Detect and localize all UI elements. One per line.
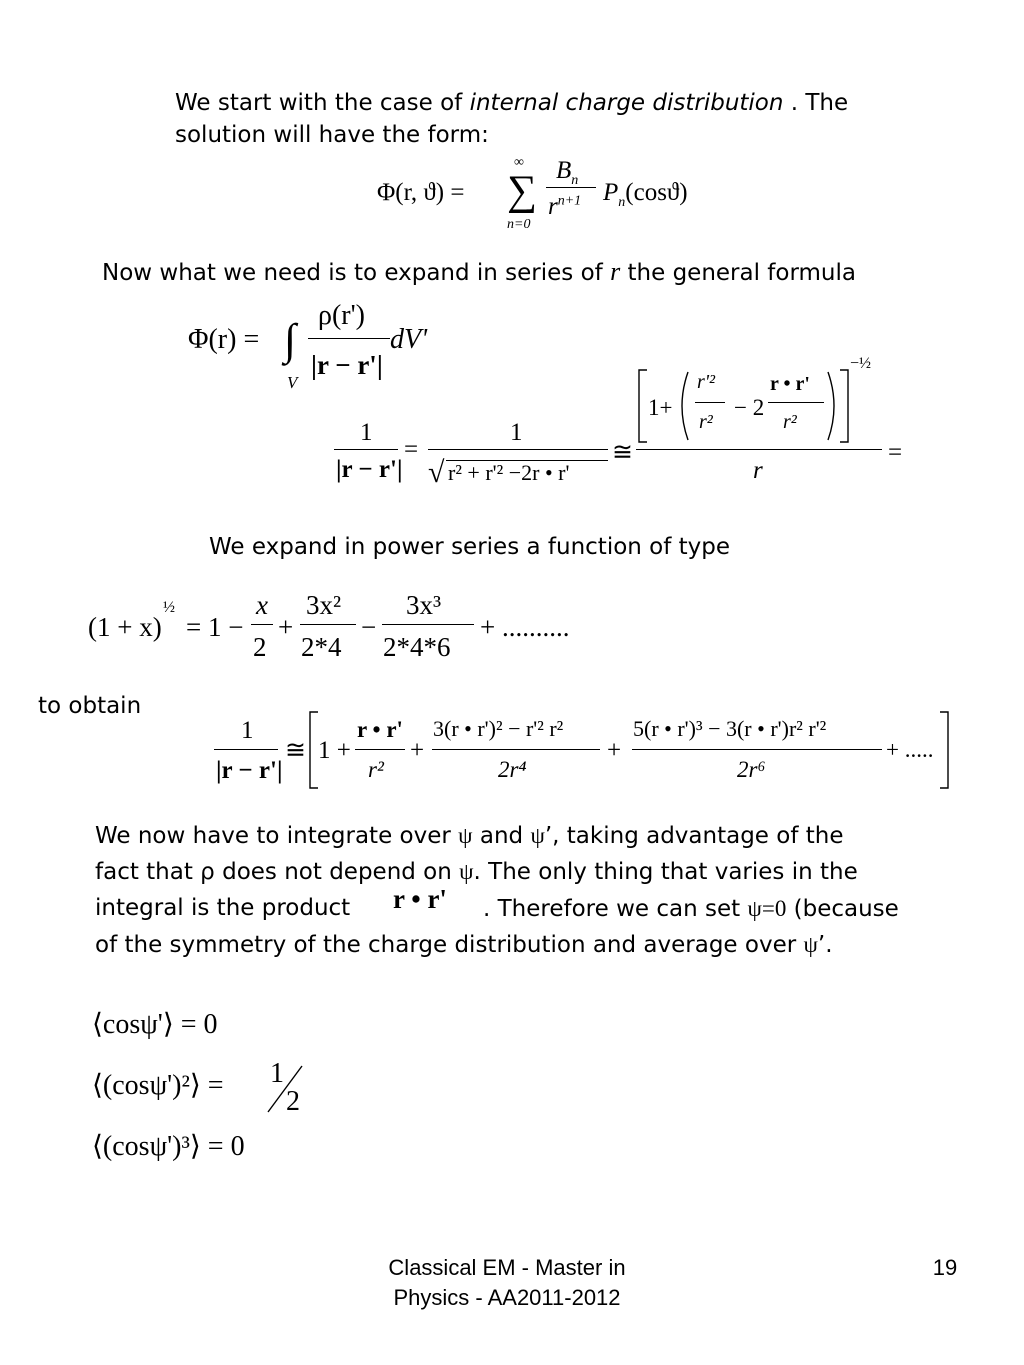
eq1-num: $B_n$ <box>556 157 579 188</box>
eq2-lhs: Φ(r) = <box>188 324 260 355</box>
eq1-sum-bottom: n=0 <box>507 217 531 232</box>
paragraph-product: r • r' <box>393 884 447 914</box>
eq4-f2-den: 2*4 <box>301 632 342 662</box>
average-cos-3: ⟨(cosψ')³⟩ = 0 <box>92 1131 245 1162</box>
intro-text-a: We start with the case of <box>175 90 470 116</box>
eq5-tail: + ..... <box>886 737 934 762</box>
eq2-den: |r − r'| <box>311 350 383 380</box>
average-cos-2: ⟨(cosψ')²⟩ = <box>92 1070 224 1101</box>
eq5-t1-den: r² <box>368 757 384 782</box>
average-cos-2-num: 1 <box>270 1058 284 1089</box>
eq3-right-bracket <box>840 370 848 442</box>
intro-line-2: solution will have the form: <box>175 122 489 148</box>
paragraph-line-3b: . Therefore we can set ψ=0 (because <box>483 896 899 922</box>
eq3-eq: = <box>404 436 419 463</box>
eq4-f1-num: x <box>256 590 268 620</box>
line-now: Now what we need is to expand in series of r the general formula <box>102 257 856 286</box>
footer-line-2: Physics - AA2011-2012 <box>393 1285 621 1310</box>
line-now-var: r <box>610 257 621 286</box>
eq5-plus2: + <box>607 737 622 764</box>
eq5-lhs-den: |r − r'| <box>216 757 283 784</box>
eq3-approx: ≅ <box>612 439 633 466</box>
eq3-left-paren <box>682 372 688 440</box>
paragraph-line-1: We now have to integrate over ψ and ψ’, taking advantage of the <box>95 823 844 849</box>
eq5-t1-num: r • r' <box>357 717 403 742</box>
to-obtain-label: to obtain <box>38 693 142 719</box>
eq3-right-paren <box>828 372 834 440</box>
eq3-sqrt: √ <box>428 456 445 489</box>
eq3-left-bracket <box>639 370 647 442</box>
eq4-lhs: (1 + x) <box>88 612 162 642</box>
average-cos-2-den: 2 <box>286 1086 300 1117</box>
psi-zero: ψ=0 <box>747 896 787 921</box>
psi-symbol: ψ <box>803 932 818 957</box>
eq5-approx: ≅ <box>285 737 306 764</box>
eq3-trailing-eq: = <box>888 439 903 466</box>
eq3-mid-num: 1 <box>510 419 523 446</box>
line-expand: We expand in power series a function of type <box>209 534 731 560</box>
eq3-frac1-den: r² <box>699 411 713 433</box>
eq2-integral-sub: V <box>287 373 298 392</box>
eq5-t2-num: 3(r • r')² − r'² r² <box>433 716 564 741</box>
eq4-tail: + .......... <box>480 612 570 642</box>
footer-line-1: Classical EM - Master in <box>388 1255 626 1280</box>
half-slash <box>268 1066 302 1112</box>
intro-text-b: . The <box>783 90 849 116</box>
eq1-legendre: $P_n(\cos ϑ)$ <box>603 179 688 210</box>
footer-course <box>352 1253 662 1313</box>
eq5-plus1: + <box>410 737 425 764</box>
eq5-one-plus: 1 + <box>318 737 351 764</box>
psi-symbol: ψ <box>530 823 545 848</box>
eq5-lhs-num: 1 <box>241 717 254 744</box>
paragraph-line-3: integral is the product <box>95 895 351 921</box>
eq3-frac2-den: r² <box>783 411 797 433</box>
eq4-f2-num: 3x² <box>306 590 342 620</box>
eq1-sum-top: ∞ <box>514 155 524 170</box>
eq3-mid-den: r² + r'² −2r • r' <box>448 460 570 485</box>
eq5-right-bracket <box>940 712 948 788</box>
eq4-f1-den: 2 <box>253 632 267 662</box>
eq4-f3-num: 3x³ <box>406 590 442 620</box>
eq4-f3-den: 2*4*6 <box>383 632 451 662</box>
eq2-integral: ∫ <box>284 315 297 364</box>
eq3-minus-two: − 2 <box>734 395 765 420</box>
paragraph-line-2: fact that ρ does not depend on ψ. The only thing that varies in the <box>95 859 858 885</box>
intro-emphasis: internal charge distribution <box>469 90 784 116</box>
page-number: 19 <box>932 1255 958 1280</box>
eq1-den: $r^{n+1}$ <box>548 193 582 220</box>
eq5-t2-den: 2r⁴ <box>498 757 527 782</box>
eq3-lhs-den: |r − r'| <box>336 456 403 483</box>
eq3-rhs-den: r <box>753 457 763 484</box>
eq3-one-plus: 1+ <box>648 395 673 420</box>
eq5-t3-den: 2r⁶ <box>737 757 766 782</box>
psi-symbol: ψ <box>458 823 473 848</box>
eq4-lhs-exp: ½ <box>163 599 175 616</box>
eq5-left-bracket <box>310 712 318 788</box>
eq5-t3-num: 5(r • r')³ − 3(r • r')r² r'² <box>633 716 827 741</box>
eq3-frac1-num: r'² <box>697 371 716 393</box>
eq3-lhs-num: 1 <box>360 419 373 446</box>
eq1-sum-sign: ∑ <box>507 168 537 214</box>
eq4-plus: + <box>278 612 294 642</box>
average-cos-1: ⟨cosψ'⟩ = 0 <box>92 1009 218 1040</box>
eq3-frac2-num: r • r' <box>770 373 810 395</box>
eq4-minus: − <box>361 612 377 642</box>
eq3-exponent: −½ <box>850 355 872 372</box>
psi-symbol: ψ <box>459 859 474 884</box>
eq1-lhs: Φ(r, ϑ) = <box>377 179 465 206</box>
eq4-part1: = 1 − <box>186 612 244 642</box>
eq2-dv: dV' <box>390 324 428 355</box>
eq2-num: ρ(r') <box>318 300 365 331</box>
paragraph-line-4: of the symmetry of the charge distribution and average over ψ’. <box>95 932 833 958</box>
